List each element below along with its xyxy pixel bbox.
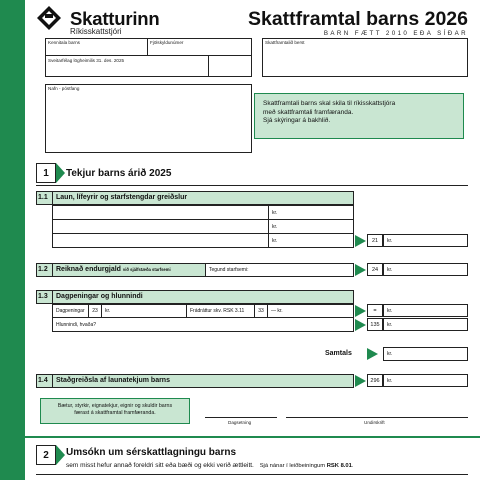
row-1-3-divider	[52, 290, 53, 304]
row-1-2-title: Reiknað endurgjald við sjálfstæða starfsemi	[56, 266, 171, 273]
nafn-label: Nafn - póstfang	[48, 86, 80, 91]
section-1-arrow	[56, 163, 65, 183]
sveitarfelag-input[interactable]	[46, 64, 207, 76]
row-1-3-title: Dagpeningar og hlunnindi	[56, 293, 143, 300]
row-1-1-line-2-name[interactable]	[52, 219, 269, 234]
skattframtal-berst-label: Skattframtalið berst	[265, 40, 305, 45]
info-note-line: með skattframtali framfæranda.	[263, 108, 354, 116]
row-1-1-line-3-amount[interactable]: kr.	[268, 233, 354, 248]
brand-subtitle: Ríkisskattstjóri	[70, 27, 122, 36]
row-1-1-divider	[52, 191, 53, 205]
green-note-line: færast á skattframtal framfæranda.	[74, 410, 156, 416]
fradrattur-label-cell: Frádráttur skv. RSK 3.11	[186, 304, 255, 318]
tegund-starfsemi-input[interactable]: Tegund starfsemi:	[205, 263, 354, 277]
row-1-1-line-1-name[interactable]	[52, 205, 269, 220]
row-1-3-hl-arrow	[355, 319, 366, 331]
row-1-2-total-input[interactable]: kr.	[383, 263, 468, 276]
identity-divider-v2	[208, 55, 209, 77]
form-title: Skattframtal barns 2026	[247, 8, 468, 30]
row-1-4-code: 296	[367, 374, 383, 387]
skatturinn-logo-icon	[36, 5, 62, 31]
row-1-4-title: Staðgreiðsla af launatekjum barns	[56, 377, 170, 384]
brand-name: Skatturinn	[70, 8, 160, 29]
row-1-4-arrow	[355, 375, 366, 387]
info-note	[254, 93, 464, 139]
fradrattur-code: 33	[254, 304, 268, 318]
row-1-1-number: 1.1	[38, 194, 48, 201]
section-2-number: 2	[36, 445, 56, 465]
row-1-2-arrow	[355, 264, 366, 276]
section-2-arrow	[56, 445, 65, 465]
green-note-line: Bætur, styrkir, eignatekjur, eignir og skuldir barns	[57, 403, 173, 409]
hlunnindi-total-input[interactable]: kr.	[383, 318, 468, 331]
section-divider	[25, 436, 480, 438]
row-1-3-eq-code: =	[367, 304, 383, 317]
date-line[interactable]	[205, 417, 277, 418]
row-1-1-total-arrow	[355, 235, 366, 247]
samtals-input[interactable]: kr.	[383, 347, 468, 361]
row-1-1-total-input[interactable]: kr.	[383, 234, 468, 247]
section-1-title: Tekjur barns árið 2025	[66, 168, 172, 179]
sveitarfelag-label: Sveitarfélag lögheimilis 31. des. 2025	[48, 58, 125, 63]
row-1-1-title: Laun, lífeyrir og starfstengdar greiðslur	[56, 194, 188, 201]
identity-divider-h	[45, 55, 252, 56]
section-1-rule	[36, 185, 468, 186]
samtals-arrow	[367, 348, 378, 360]
row-1-4-total-input[interactable]: kr.	[383, 374, 468, 387]
fjolskyldunumer-label: Fjölskyldunúmer	[150, 40, 184, 45]
signature-line[interactable]	[286, 417, 468, 418]
row-1-2-number: 1.2	[38, 266, 48, 273]
form-subtitle: BARN FÆTT 2010 EÐA SÍÐAR	[323, 30, 468, 37]
row-1-1-line-1-amount[interactable]: kr.	[268, 205, 354, 220]
section-1-number: 1	[36, 163, 56, 183]
section-2-text: sem misst hefur annað foreldri sitt eða bæði og ekki verið ættleitt. Sjá nánar í leiðbeiningum RSK 8.01.	[66, 462, 354, 469]
section-2-rule	[36, 474, 468, 475]
row-1-3-number: 1.3	[38, 293, 48, 300]
fjolskyldunumer-input[interactable]	[148, 46, 251, 54]
nafn-box[interactable]	[45, 84, 252, 153]
section-2-title: Umsókn um sérskattlagningu barns	[66, 447, 237, 458]
row-1-2-code: 24	[367, 263, 383, 276]
row-1-1-code: 21	[367, 234, 383, 247]
row-1-1-line-2-amount[interactable]: kr.	[268, 219, 354, 234]
hlunnindi-code: 135	[367, 318, 383, 331]
samtals-label: Samtals	[325, 350, 352, 357]
dagpeningar-code: 23	[88, 304, 102, 318]
row-1-3-eq-input[interactable]: kr.	[383, 304, 468, 317]
dagpeningar-input[interactable]: kr.	[101, 304, 187, 318]
green-sidebar	[0, 0, 25, 480]
kennitala-label: Kennitala barns	[48, 40, 80, 45]
fradrattur-input[interactable]: — kr.	[267, 304, 354, 318]
date-label: Dagsetning	[228, 420, 252, 425]
signature-label: Undirskrift	[364, 420, 385, 425]
hlunnindi-input[interactable]: Hlunnindi, hvaða?	[52, 317, 354, 332]
row-1-3-eq-arrow	[355, 305, 366, 317]
row-1-4-divider	[52, 374, 53, 388]
row-1-4-number: 1.4	[38, 377, 48, 384]
dagpeningar-label-cell: Dagpeningar	[52, 304, 89, 318]
kennitala-input[interactable]	[46, 46, 146, 54]
info-note-line: Sjá skýringar á bakhlið.	[263, 117, 331, 124]
green-note	[40, 398, 190, 424]
row-1-2-divider	[52, 263, 53, 277]
row-1-1-line-3-name[interactable]	[52, 233, 269, 248]
info-note-line: Skattframtali barns skal skila til ríkisskattstjóra	[263, 100, 396, 107]
